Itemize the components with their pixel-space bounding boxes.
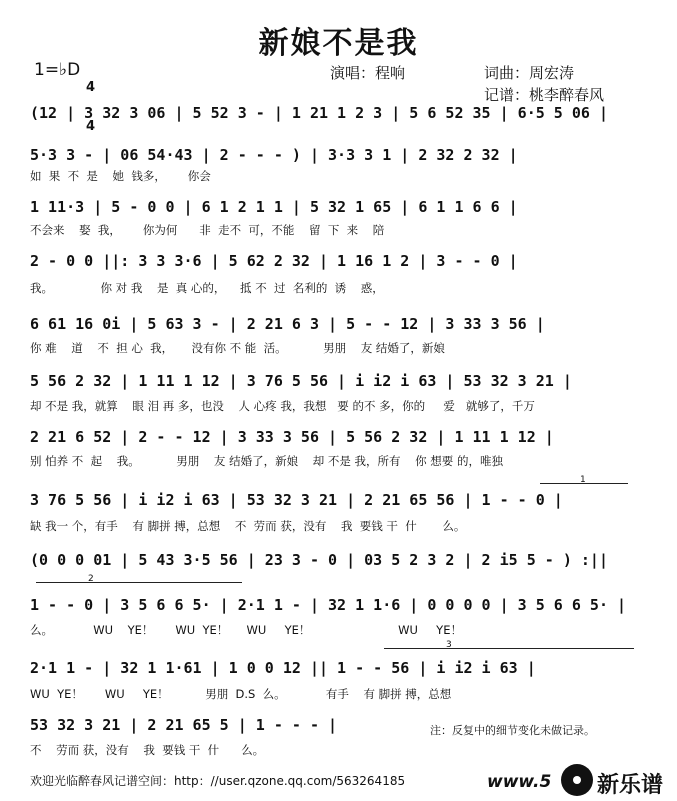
volta-bracket	[540, 475, 628, 485]
score-row-notes: 1 - - 0 | 3 5 6 6 5· | 2·1 1 - | 32 1 1·6 | 0 0 0 0 | 3 5 6 6 5· |	[30, 596, 627, 614]
score-row-lyrics: 缺 我一 个，有手 有 脚拼 搏，总想 不 劳而 获，没有 我 要钱 干 什 么。	[30, 519, 466, 533]
watermark-url: www.5	[487, 772, 552, 792]
score-row-lyrics: 不 劳而 获，没有 我 要钱 干 什 么。	[30, 743, 265, 757]
song-title: 新娘不是我	[258, 26, 419, 61]
score-row-lyrics: 你 难 道 不 担 心 我， 没有你 不 能 活。 男朋 友 结婚了，新娘	[30, 341, 445, 355]
disc-icon	[561, 764, 593, 796]
score-row-lyrics: 我。 你 对 我 是 真 心的， 抵 不 过 名利的 诱 惑，	[30, 281, 384, 295]
score-row-notes: 5·3 3 - | 06 54·43 | 2 - - - ) | 3·3 3 1 | 2 32 2 32 |	[30, 146, 518, 164]
score-row-notes: 2·1 1 - | 32 1 1·61 | 1 0 0 12 || 1 - - 56 | i i2 i 63 |	[30, 659, 536, 677]
score-row-lyrics: 别 怕养 不 起 我。 男朋 友 结婚了，新娘 却 不是 我，所有 你 想要 的，唯独	[30, 454, 503, 468]
time-signature-top: 4	[86, 80, 96, 95]
volta-number: 3	[446, 640, 452, 650]
site-logo	[487, 760, 677, 801]
score-row-lyrics: 么。 WU YE！ WU YE！ WU YE！ WU YE！	[30, 623, 462, 637]
score-row-notes: 53 32 3 21 | 2 21 65 5 | 1 - - - |	[30, 716, 338, 734]
singer-credit: 演唱：程响	[330, 64, 406, 82]
score-row-notes: (0 0 0 01 | 5 43 3·5 56 | 23 3 - 0 | 03 5 2 3 2 | 2 i5 5 - ) :||	[30, 551, 608, 569]
transcriber-credit: 记谱：桃李醉春风	[484, 86, 605, 104]
score-row-notes: 6 61 16 0i | 5 63 3 - | 2 21 6 3 | 5 - - 12 | 3 33 3 56 |	[30, 315, 545, 333]
footer-text: 欢迎光临醉春风记谱空间：http：//user.qzone.qq.com/563264185	[30, 774, 406, 788]
score-row-notes: (12 | 3 32 3 06 | 5 52 3 - | 1 21 1 2 3 | 5 6 52 35 | 6·5 5 06 |	[30, 104, 608, 122]
score-row-notes: 1 11·3 | 5 - 0 0 | 6 1 2 1 1 | 5 32 1 65 | 6 1 1 6 6 |	[30, 198, 518, 216]
score-row-notes: 2 21 6 52 | 2 - - 12 | 3 33 3 56 | 5 56 2 32 | 1 11 1 12 |	[30, 428, 554, 446]
score-row-lyrics: 却 不是 我，就算 眼 泪 再 多，也没 人 心疼 我，我想 要 的不 多，你的 爱 就够了，千万	[30, 399, 535, 413]
volta-number: 1	[580, 475, 586, 485]
logo-text: 新乐谱	[597, 773, 664, 798]
score-row-lyrics: WU YE！ WU YE！ 男朋 D.S 么。 有手 有 脚拼 搏，总想	[30, 687, 452, 701]
volta-number: 2	[88, 574, 94, 584]
key-signature: 1=♭D	[34, 60, 81, 80]
score-row-notes: 3 76 5 56 | i i2 i 63 | 53 32 3 21 | 2 21 65 56 | 1 - - 0 |	[30, 491, 563, 509]
score-row-notes: 5 56 2 32 | 1 11 1 12 | 3 76 5 56 | i i2 i 63 | 53 32 3 21 |	[30, 372, 572, 390]
time-signature	[86, 55, 95, 146]
score-row-lyrics: 如 果 不 是 她 钱多， 你会	[30, 169, 211, 183]
volta-bracket	[36, 574, 242, 584]
time-signature-bottom: 4	[86, 119, 96, 134]
volta-bracket	[384, 640, 634, 650]
score-row-lyrics: 不会来 娶 我， 你为何 非 走不 可，不能 留 下 来 陪	[30, 223, 385, 237]
score-row-notes: 2 - 0 0 ||: 3 3 3·6 | 5 62 2 32 | 1 16 1 2 | 3 - - 0 |	[30, 252, 518, 270]
transcription-note: 注：反复中的细节变化未做记录。	[430, 724, 595, 737]
lyricist-credit: 词曲：周宏涛	[484, 64, 575, 82]
